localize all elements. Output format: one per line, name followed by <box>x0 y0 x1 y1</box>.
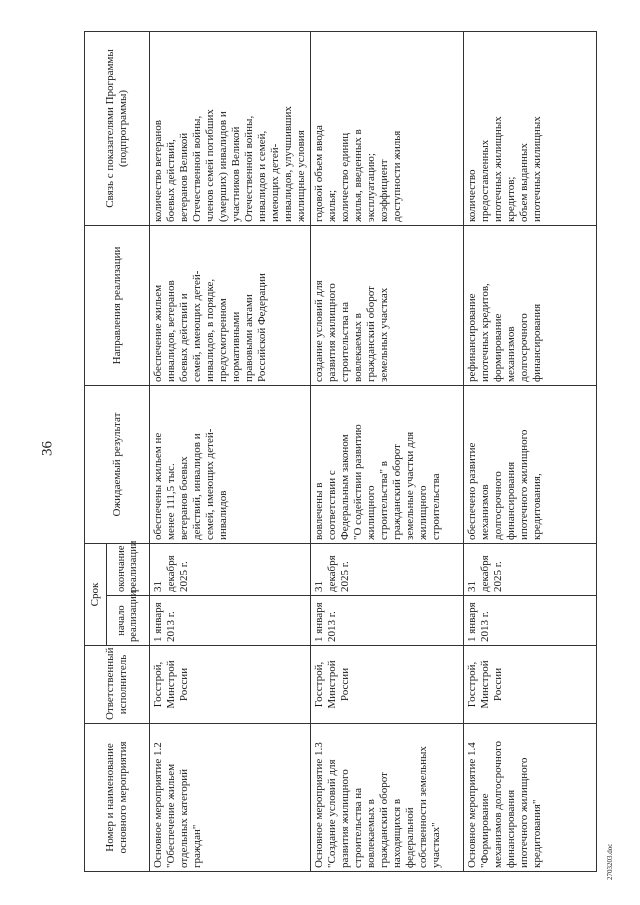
cell-end: 31 декабря 2025 г. <box>464 544 597 596</box>
cell-link: количество предоставленных ипотечных жилищных кредитов; объем выданных ипотечных жилищных <box>464 32 597 226</box>
table-row <box>464 32 597 872</box>
cell-directions: создание условий для развития жилищного строительства на вовлекаемых в гражданский оборот земельных участках <box>311 226 464 386</box>
cell-executor: Госстрой, Минстрой России <box>150 646 311 724</box>
cell-result: вовлечены в соответствии с Федеральным законом "О содействии развитию жилищного строительства" в гражданский оборот земельные участки для жилищного строительства <box>311 386 464 544</box>
cell-directions: рефинансирование ипотечных кредитов, формирование механизмов долгосрочного финансирования <box>464 226 597 386</box>
cell-event: Основное мероприятие 1.3 "Создание условий для развития жилищного строительства на вовлекаемых в гражданский оборот находящихся в федеральной собственности земельных участках" <box>311 724 464 872</box>
header-term: Срок <box>85 544 107 646</box>
cell-result: обеспечены жильем не менее 111,5 тыс. ветеранов боевых действий, инвалидов и семей, имеющих детей- инвалидов <box>150 386 311 544</box>
rotated-table-container <box>84 32 588 872</box>
cell-executor: Госстрой, Минстрой России <box>464 646 597 724</box>
cell-start: 1 января 2013 г. <box>311 596 464 646</box>
cell-directions: обеспечение жильем инвалидов, ветеранов боевых действий и семей, имеющих детей- инвалидов, в порядке, предусмотренном нормативными правовыми актами Российской Федерации <box>150 226 311 386</box>
cell-link: количество ветеранов боевых действий, ветеранов Великой Отечественной войны, членов семей погибших (умерших) инвалидов и участников Великой Отечественной войны, инвалидов и семей, имеющих детей- инвалидов, улучшивших жилищные условия <box>150 32 311 226</box>
table-row <box>150 32 311 872</box>
header-event: Номер и наименование основного мероприятия <box>85 724 150 872</box>
header-start: начало реализации <box>107 596 150 646</box>
footer-filename: 2703203.doc <box>606 843 614 880</box>
cell-result: обеспечено развитие механизмов долгосрочного финансирования ипотечного жилищного кредитования, <box>464 386 597 544</box>
header-directions: Направления реализации <box>85 226 150 386</box>
cell-start: 1 января 2013 г. <box>464 596 597 646</box>
header-link: Связь с показателями Программы (подпрограммы) <box>85 32 150 226</box>
cell-end: 31 декабря 2025 г. <box>311 544 464 596</box>
cell-start: 1 января 2013 г. <box>150 596 311 646</box>
header-executor: Ответственный исполнитель <box>85 646 150 724</box>
events-table <box>84 31 597 872</box>
header-result: Ожидаемый результат <box>85 386 150 544</box>
page-number: 36 <box>39 441 56 456</box>
header-end: окончание реализации <box>107 544 150 596</box>
cell-event: Основное мероприятие 1.4 "Формирование механизмов долгосрочного финансирования ипотечного жилищного кредитования" <box>464 724 597 872</box>
cell-end: 31 декабря 2025 г. <box>150 544 311 596</box>
cell-event: Основное мероприятие 1.2 "Обеспечение жильем отдельных категорий граждан" <box>150 724 311 872</box>
cell-link: годовой объем ввода жилья; количество единиц жилья, введенных в эксплуатацию; коэффициент доступности жилья <box>311 32 464 226</box>
cell-executor: Госстрой, Минстрой России <box>311 646 464 724</box>
table-row <box>311 32 464 872</box>
